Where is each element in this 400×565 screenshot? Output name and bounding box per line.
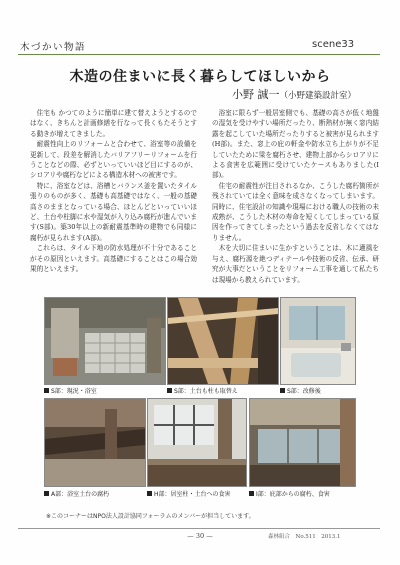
photo-caption: S部：現況・浴室 [44,386,97,395]
column-note: ※このコーナーはNPO法人設計協同フォーラムのメンバーが担当しています。 [46,513,255,520]
author-affiliation: （小野建築設計室） [279,91,357,101]
paragraph: 浴室に限らず一般居室側でも、基礎の高さが低く地盤の湿気を受けやすい場所だったり、断熱材が無く窓内結露を起こしていた場所だったりすると被害が見られます(H部)。また、窓上の庇の軒金や防水立ち上がりが不足していたために梁を腐朽させ、建物上部からシロアリによる食害を広範囲に受けていたケースもありました(I部)。 [212,109,379,180]
footer-rule [18,528,380,529]
photo-room-post-termite [147,398,247,487]
paragraph: 特に、浴室などは、浴槽とバランス釜を置いたタイル張りのものが多く、基礎も高基礎ではなく、一般の基礎高さのままとなっている場合、ほとんどといっていいほど、土台や柱脚に水や湿気が入り込み腐朽が進んでいます(S部)。築30年以上の新耐震基準時の建物でも同様に腐朽が見られます(A部)。 [30,181,197,242]
caption-marker-icon [249,491,254,496]
photo-bathroom-sill-decay [44,398,146,487]
photo-caption: S部：改修後 [280,386,321,395]
caption-marker-icon [280,388,285,393]
photo-caption: A部：浴室土台の腐朽 [44,489,109,498]
page-number: — 30 — [187,532,213,540]
article-title: 木造の住まいに長く暮らしてほしいから [69,69,331,85]
body-column-left [30,108,197,275]
photo-after-renovation [280,297,356,385]
photo-eave-decay [249,398,356,487]
photo-caption: I部：庇部からの腐朽、食害 [249,489,330,498]
body-column-right [212,108,379,285]
publication-info: 森林組合 No.511 2013.1 [268,534,341,540]
series-title: 木づかい物語 [20,42,87,53]
photo-caption: S部：土台も柱も取替え [167,386,238,395]
header-rule [18,54,380,55]
photo-bathroom-current [44,297,166,385]
paragraph: 耐震性向上のリフォームと合わせて、浴室等の設備を更新して、段差を解消したバリアフリーリフォームを行うことなどの際、必ずといっていいほど目にするのが、シロアリや腐朽などによる構造木材への被害です。 [30,140,197,180]
scene-number: scene33 [312,39,355,50]
author-name: 小野 誠一 [232,88,280,101]
caption-marker-icon [147,491,152,496]
caption-marker-icon [44,388,49,393]
paragraph: これらは、タイル下地の防水処理が不十分であることがその原因といえます。高基礎にすることはこの場合効果的といえます。 [30,244,197,274]
caption-marker-icon [44,491,49,496]
paragraph: 住宅も かつてのように簡単に建て替えようとするのではなく、きちんと計画修繕を行なって長くもたそうとする動きが増えてきました。 [30,109,197,138]
author [232,86,356,102]
caption-marker-icon [167,388,172,393]
paragraph: 住宅の耐震性が注目されるなか、こうした腐朽箇所が残されていては全く意味を成さなくなってしまいます。同時に、住宅設計の知識や現場における職人の技術の未成熟が、こうした木材の寿命を短くしてしまっている原因を作ってきてしまったという過去を反省しなくてはなりません。 [212,181,379,242]
paragraph: 木を大切に住まいに生かすということは、木に適風を与え、腐朽源を絶つディテールや技術の反省、伝承、研究が大事だということをリフォーム工事を通して私たちは現場から教えられています。 [212,244,379,284]
photo-caption: H部：居室柱・土台への食害 [147,489,231,498]
photo-sill-post-replaced [167,297,279,385]
